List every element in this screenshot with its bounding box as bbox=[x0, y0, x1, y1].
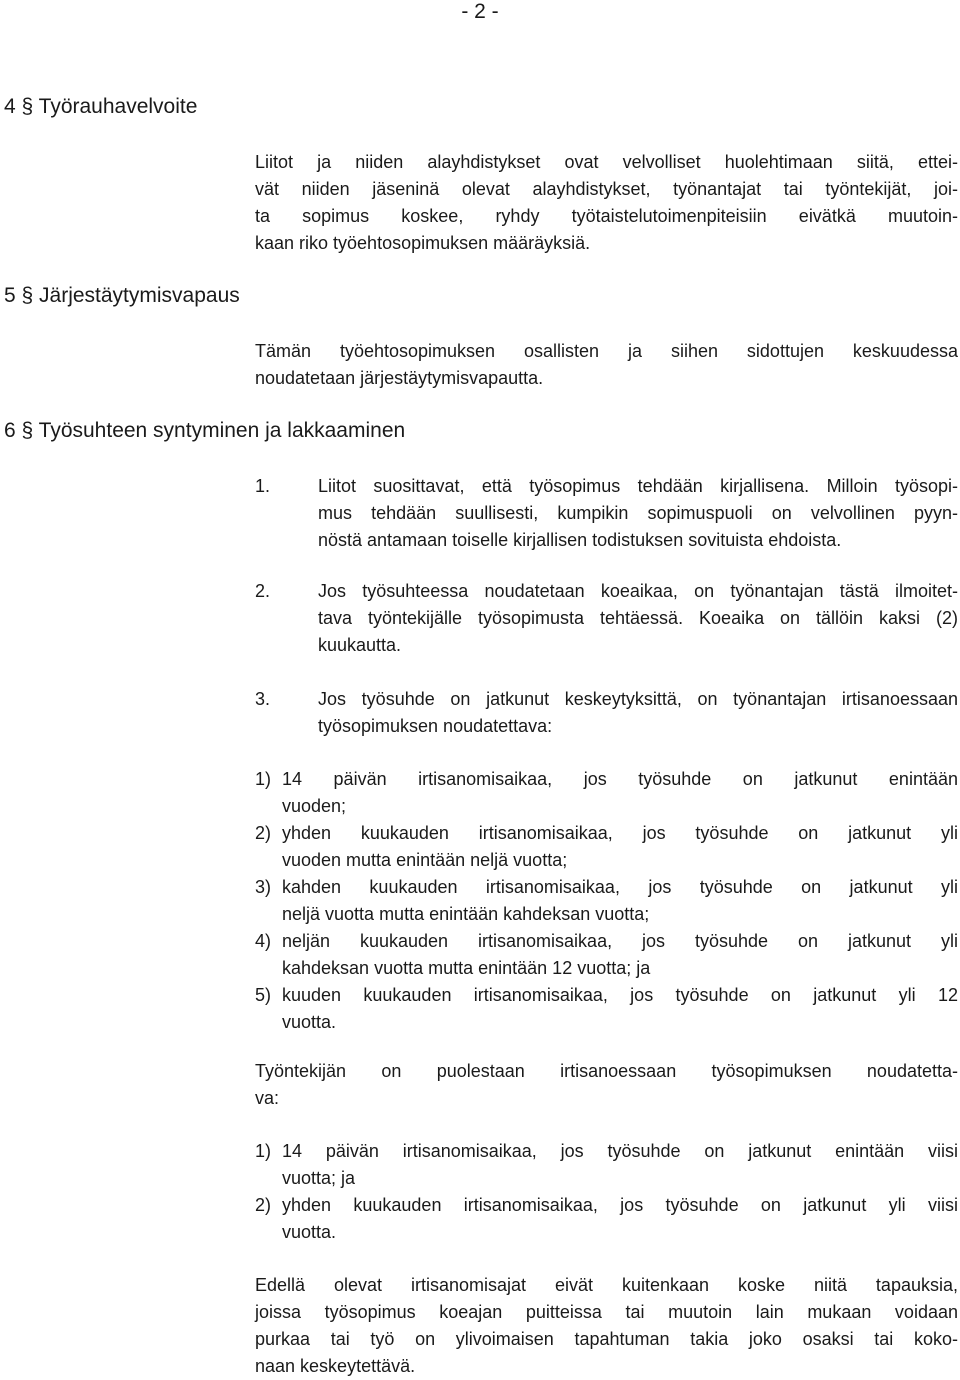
list-item bbox=[255, 1192, 958, 1246]
text-line: 14 päivän irtisanomisaikaa, jos työsuhde on jatkunut enintään viisi bbox=[282, 1141, 958, 1161]
text-line: vuotta; ja bbox=[282, 1168, 356, 1188]
text-line: nöstä antamaan toiselle kirjallisen todistuksen sovituista ehdoista. bbox=[318, 530, 842, 550]
item-number: 2. bbox=[255, 581, 271, 601]
text-line: vuoden; bbox=[282, 796, 347, 816]
text-line: purkaa tai työ on ylivoimaisen tapahtuman takia joko osaksi tai koko- bbox=[255, 1329, 958, 1349]
text-line: mus tehdään suullisesti, kumpikin sopimuspuoli on velvollinen pyyn- bbox=[318, 503, 958, 523]
section-5-paragraph bbox=[255, 338, 958, 392]
text-line: va: bbox=[255, 1088, 280, 1108]
list-item bbox=[255, 766, 958, 820]
list-item-number: 3) bbox=[255, 877, 272, 897]
list-item bbox=[255, 982, 958, 1036]
text-line: Työntekijän on puolestaan irtisanoessaan työsopimuksen noudatetta- bbox=[255, 1061, 958, 1081]
list-item-number: 1) bbox=[255, 1141, 272, 1161]
list-item-number: 2) bbox=[255, 823, 272, 843]
employer-notice-periods-list bbox=[255, 766, 958, 1036]
item-2-paragraph bbox=[318, 578, 958, 659]
text-line: neljän kuukauden irtisanomisaikaa, jos työsuhde on jatkunut yli bbox=[282, 931, 958, 951]
text-line: Edellä olevat irtisanomisajat eivät kuitenkaan koske niitä tapauksia, bbox=[255, 1275, 958, 1295]
text-line: kahdeksan vuotta mutta enintään 12 vuotta; ja bbox=[282, 958, 651, 978]
list-item bbox=[255, 928, 958, 982]
section-4-paragraph bbox=[255, 149, 958, 257]
text-line: Liitot ja niiden alayhdistykset ovat velvolliset huolehtimaan siitä, ettei- bbox=[255, 152, 958, 172]
section-5-heading: 5 § Järjestäytymisvapaus bbox=[4, 284, 240, 307]
text-line: kuuden kuukauden irtisanomisaikaa, jos työsuhde on jatkunut yli 12 bbox=[282, 985, 958, 1005]
text-line: neljä vuotta mutta enintään kahdeksan vuotta; bbox=[282, 904, 650, 924]
text-line: vuoden mutta enintään neljä vuotta; bbox=[282, 850, 568, 870]
section-6-heading: 6 § Työsuhteen syntyminen ja lakkaaminen bbox=[4, 419, 406, 442]
text-line: vuotta. bbox=[282, 1222, 337, 1242]
item-number: 1. bbox=[255, 476, 271, 496]
section-4-heading: 4 § Työrauhavelvoite bbox=[4, 95, 198, 118]
text-line: ta sopimus koskee, ryhdy työtaistelutoimenpiteisiin eivätkä muutoin- bbox=[255, 206, 958, 226]
item-1-paragraph bbox=[318, 473, 958, 554]
text-line: kahden kuukauden irtisanomisaikaa, jos työsuhde on jatkunut yli bbox=[282, 877, 958, 897]
page-number: - 2 - bbox=[461, 0, 499, 23]
text-line: työsopimuksen noudatettava: bbox=[318, 716, 553, 736]
text-line: Jos työsuhde on jatkunut keskeytyksittä, on työnantajan irtisanoessaan bbox=[318, 689, 958, 709]
text-line: joissa työsopimus koeajan puitteissa tai muutoin lain mukaan voidaan bbox=[255, 1302, 958, 1322]
list-item bbox=[255, 1138, 958, 1192]
list-item bbox=[255, 874, 958, 928]
text-line: noudatetaan järjestäytymisvapautta. bbox=[255, 368, 544, 388]
text-line: Tämän työehtosopimuksen osallisten ja siihen sidottujen keskuudessa bbox=[255, 341, 958, 361]
list-item-number: 4) bbox=[255, 931, 272, 951]
text-line: tava työntekijälle työsopimusta tehtäessä. Koeaika on tällöin kaksi (2) bbox=[318, 608, 958, 628]
text-line: vuotta. bbox=[282, 1012, 337, 1032]
text-line: kaan riko työehtosopimuksen määräyksiä. bbox=[255, 233, 591, 253]
list-item-number: 1) bbox=[255, 769, 272, 789]
list-item-number: 5) bbox=[255, 985, 272, 1005]
text-line: kuukautta. bbox=[318, 635, 402, 655]
list-item-number: 2) bbox=[255, 1195, 272, 1215]
item-3-paragraph bbox=[318, 686, 958, 740]
employee-notice-intro bbox=[255, 1058, 958, 1112]
employee-notice-periods-list bbox=[255, 1138, 958, 1246]
text-line: yhden kuukauden irtisanomisaikaa, jos työsuhde on jatkunut yli viisi bbox=[282, 1195, 958, 1215]
text-line: Jos työsuhteessa noudatetaan koeaikaa, on työnantajan tästä ilmoitet- bbox=[318, 581, 958, 601]
text-line: yhden kuukauden irtisanomisaikaa, jos työsuhde on jatkunut yli bbox=[282, 823, 958, 843]
text-line: naan keskeytettävä. bbox=[255, 1356, 416, 1376]
item-number: 3. bbox=[255, 689, 271, 709]
text-line: 14 päivän irtisanomisaikaa, jos työsuhde on jatkunut enintään bbox=[282, 769, 958, 789]
text-line: vät niiden jäseninä olevat alayhdistykset, työnantajat tai työntekijät, joi- bbox=[255, 179, 958, 199]
list-item bbox=[255, 820, 958, 874]
closing-paragraph bbox=[255, 1272, 958, 1380]
text-line: Liitot suosittavat, että työsopimus tehdään kirjallisena. Milloin työsopi- bbox=[318, 476, 958, 496]
